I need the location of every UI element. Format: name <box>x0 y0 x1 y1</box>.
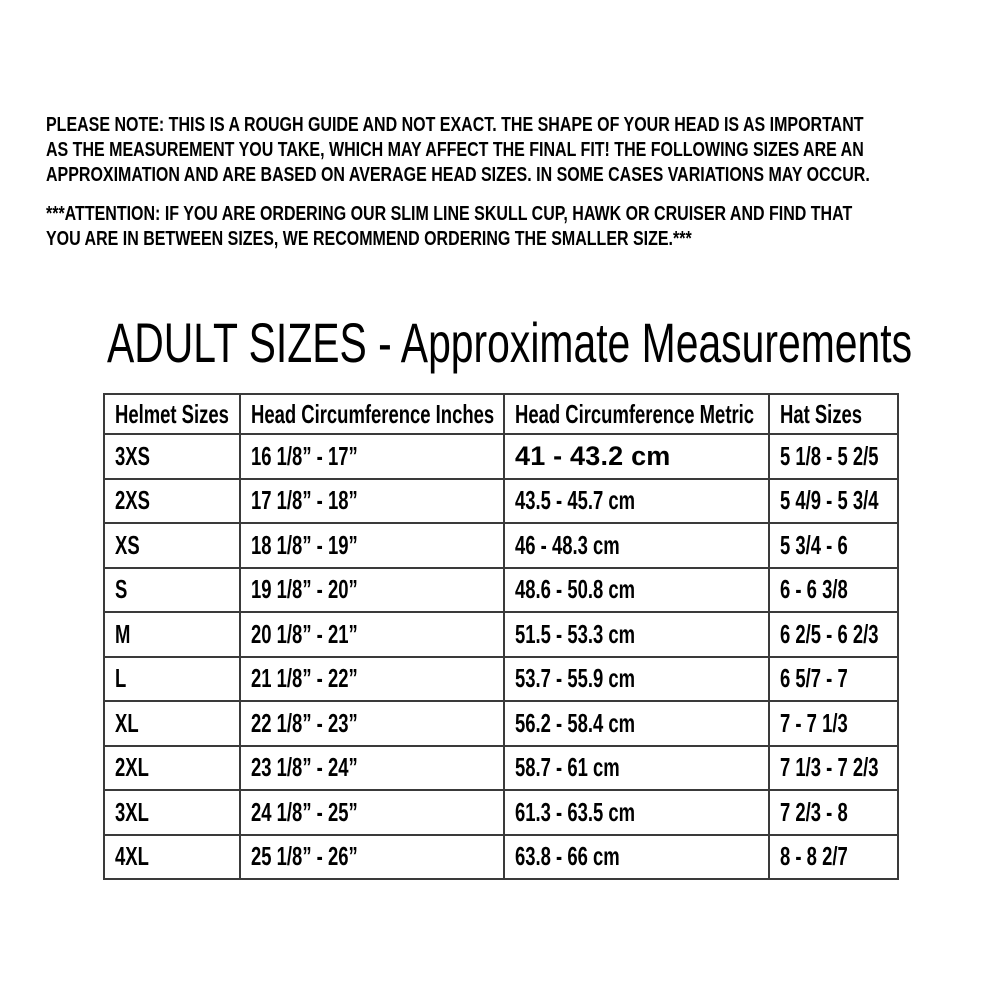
attention-line: ***ATTENTION: IF YOU ARE ORDERING OUR SLIM LINE SKULL CUP, HAWK OR CRUISER AND FIND THAT <box>46 203 853 225</box>
table-row <box>104 790 898 835</box>
hat-size-cell <box>769 434 898 479</box>
hat-size-cell <box>769 523 898 568</box>
table-row <box>104 657 898 702</box>
column-header-head-circumference-inches-label: Head Circumference Inches <box>251 398 495 429</box>
helmet-size-cell-value: 2XS <box>115 485 150 516</box>
hat-size-cell-value: 7 1/3 - 7 2/3 <box>780 752 879 783</box>
helmet-size-cell-value: 4XL <box>115 841 149 872</box>
metric-range-cell <box>504 612 769 657</box>
page-title: ADULT SIZES - Approximate Measurements <box>107 311 913 374</box>
inches-range-cell <box>240 790 504 835</box>
helmet-size-cell <box>104 746 240 791</box>
metric-range-cell-value: 58.7 - 61 cm <box>515 752 620 783</box>
hat-size-cell-value: 8 - 8 2/7 <box>780 841 848 872</box>
column-header-head-circumference-inches <box>240 394 504 434</box>
metric-range-cell <box>504 746 769 791</box>
metric-range-cell-value: 41 - 43.2 cm <box>515 440 671 471</box>
column-header-head-circumference-metric-label: Head Circumference Metric <box>515 398 755 429</box>
hat-size-cell <box>769 568 898 613</box>
helmet-size-cell <box>104 790 240 835</box>
helmet-size-cell <box>104 434 240 479</box>
metric-range-cell-value: 48.6 - 50.8 cm <box>515 574 636 605</box>
helmet-size-cell-value: M <box>115 618 131 649</box>
please-note-line: PLEASE NOTE: THIS IS A ROUGH GUIDE AND NOT EXACT. THE SHAPE OF YOUR HEAD IS AS IMPORTANT <box>46 114 864 136</box>
helmet-size-cell <box>104 523 240 568</box>
inches-range-cell <box>240 568 504 613</box>
inches-range-cell-value: 19 1/8” - 20” <box>251 574 358 605</box>
metric-range-cell <box>504 568 769 613</box>
inches-range-cell <box>240 701 504 746</box>
hat-size-cell <box>769 612 898 657</box>
helmet-size-cell <box>104 568 240 613</box>
please-note-line: APPROXIMATION AND ARE BASED ON AVERAGE HEAD SIZES. IN SOME CASES VARIATIONS MAY OCCUR. <box>46 164 870 186</box>
table-row <box>104 568 898 613</box>
column-header-helmet-sizes <box>104 394 240 434</box>
metric-range-cell <box>504 523 769 568</box>
inches-range-cell-value: 24 1/8” - 25” <box>251 796 358 827</box>
inches-range-cell-value: 25 1/8” - 26” <box>251 841 358 872</box>
metric-range-cell <box>504 434 769 479</box>
helmet-size-cell <box>104 479 240 524</box>
helmet-size-cell-value: 3XS <box>115 440 150 471</box>
inches-range-cell <box>240 612 504 657</box>
hat-size-cell-value: 6 2/5 - 6 2/3 <box>780 618 879 649</box>
please-note-line: AS THE MEASUREMENT YOU TAKE, WHICH MAY AFFECT THE FINAL FIT! THE FOLLOWING SIZES ARE AN <box>46 139 864 161</box>
table-row <box>104 746 898 791</box>
hat-size-cell <box>769 835 898 880</box>
metric-range-cell <box>504 790 769 835</box>
helmet-size-cell <box>104 657 240 702</box>
inches-range-cell-value: 18 1/8” - 19” <box>251 529 358 560</box>
hat-size-cell <box>769 479 898 524</box>
helmet-size-cell-value: XL <box>115 707 139 738</box>
hat-size-cell-value: 7 - 7 1/3 <box>780 707 848 738</box>
hat-size-cell-value: 5 4/9 - 5 3/4 <box>780 485 879 516</box>
helmet-size-cell-value: 2XL <box>115 752 149 783</box>
metric-range-cell-value: 46 - 48.3 cm <box>515 529 620 560</box>
metric-range-cell-value: 61.3 - 63.5 cm <box>515 796 636 827</box>
metric-range-cell <box>504 479 769 524</box>
helmet-size-cell <box>104 835 240 880</box>
helmet-size-cell-value: L <box>115 663 127 694</box>
attention-line: YOU ARE IN BETWEEN SIZES, WE RECOMMEND ORDERING THE SMALLER SIZE.*** <box>46 228 692 250</box>
metric-range-cell-value: 43.5 - 45.7 cm <box>515 485 636 516</box>
table-row <box>104 523 898 568</box>
metric-range-cell <box>504 835 769 880</box>
hat-size-cell <box>769 657 898 702</box>
helmet-size-cell <box>104 701 240 746</box>
table-body <box>104 434 898 879</box>
hat-size-cell-value: 5 3/4 - 6 <box>780 529 848 560</box>
inches-range-cell <box>240 835 504 880</box>
metric-range-cell-value: 56.2 - 58.4 cm <box>515 707 636 738</box>
table-row <box>104 701 898 746</box>
metric-range-cell-value: 63.8 - 66 cm <box>515 841 620 872</box>
inches-range-cell-value: 23 1/8” - 24” <box>251 752 358 783</box>
helmet-size-cell <box>104 612 240 657</box>
hat-size-cell <box>769 790 898 835</box>
inches-range-cell <box>240 434 504 479</box>
table-row <box>104 479 898 524</box>
hat-size-cell <box>769 701 898 746</box>
inches-range-cell <box>240 746 504 791</box>
inches-range-cell <box>240 479 504 524</box>
table-row <box>104 612 898 657</box>
table-header-row <box>104 394 898 434</box>
column-header-hat-sizes <box>769 394 898 434</box>
hat-size-cell <box>769 746 898 791</box>
column-header-helmet-sizes-label: Helmet Sizes <box>115 398 229 429</box>
inches-range-cell <box>240 657 504 702</box>
column-header-head-circumference-metric <box>504 394 769 434</box>
metric-range-cell <box>504 657 769 702</box>
attention-paragraph <box>46 202 974 252</box>
inches-range-cell-value: 22 1/8” - 23” <box>251 707 358 738</box>
metric-range-cell-value: 51.5 - 53.3 cm <box>515 618 636 649</box>
hat-size-cell-value: 6 5/7 - 7 <box>780 663 848 694</box>
inches-range-cell-value: 16 1/8” - 17” <box>251 440 358 471</box>
helmet-size-cell-value: XS <box>115 529 140 560</box>
metric-range-cell <box>504 701 769 746</box>
inches-range-cell <box>240 523 504 568</box>
table-row <box>104 434 898 479</box>
metric-range-cell-value: 53.7 - 55.9 cm <box>515 663 636 694</box>
inches-range-cell-value: 20 1/8” - 21” <box>251 618 358 649</box>
table-row <box>104 835 898 880</box>
please-note-paragraph <box>46 113 974 188</box>
inches-range-cell-value: 17 1/8” - 18” <box>251 485 358 516</box>
helmet-size-cell-value: 3XL <box>115 796 149 827</box>
column-header-hat-sizes-label: Hat Sizes <box>780 398 863 429</box>
hat-size-cell-value: 7 2/3 - 8 <box>780 796 848 827</box>
adult-sizes-table <box>103 393 899 880</box>
hat-size-cell-value: 6 - 6 3/8 <box>780 574 848 605</box>
hat-size-cell-value: 5 1/8 - 5 2/5 <box>780 440 879 471</box>
helmet-size-cell-value: S <box>115 574 128 605</box>
inches-range-cell-value: 21 1/8” - 22” <box>251 663 358 694</box>
